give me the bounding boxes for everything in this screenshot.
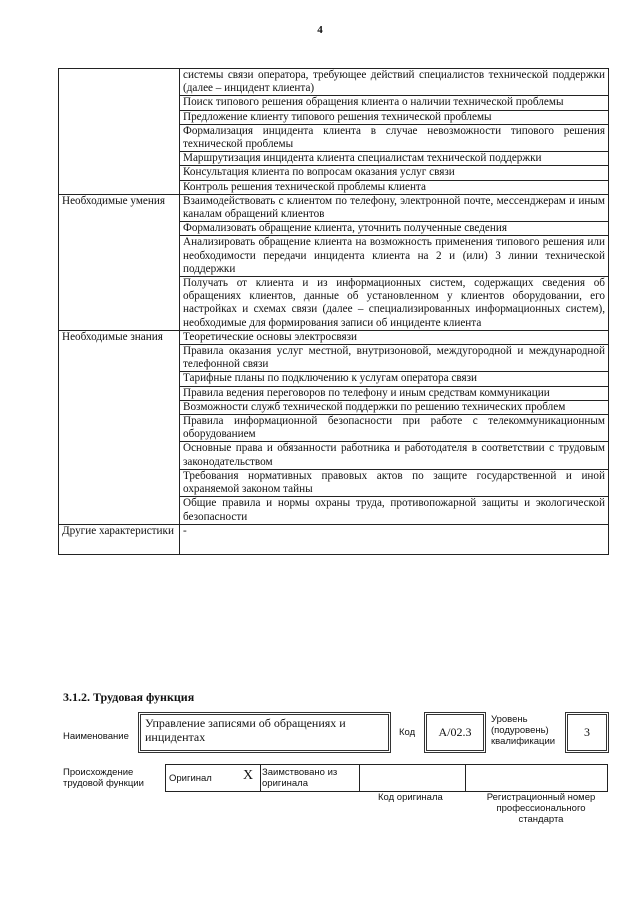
row-item: Маршрутизация инцидента клиента специалистам технической поддержки: [180, 152, 609, 166]
page-number: 4: [317, 24, 323, 36]
table-row: [59, 194, 609, 221]
row-item: Формализация инцидента клиента в случае невозможности типового решения технической проблемы: [180, 124, 609, 151]
row-label: [59, 69, 180, 195]
row-item: Основные права и обязанности работника и работодателя в соответствии с трудовым законодательством: [180, 442, 609, 469]
row-label: Необходимые знания: [59, 330, 180, 524]
row-item: Получать от клиента и из информационных систем, содержащих сведения об обращениях клиентов, данные об установленном у клиентов оборудовании, его настройках и схемах связи (далее – специализированных информационных систем), необходимые для формирования записи об инциденте клиента: [180, 277, 609, 331]
row-label: Другие характеристики: [59, 524, 180, 554]
row-item: Возможности служб технической поддержки по решению технических проблем: [180, 400, 609, 414]
table-row: [59, 330, 609, 344]
code-box: [424, 712, 486, 753]
row-item: Предложение клиенту типового решения технической проблемы: [180, 110, 609, 124]
level-label: Уровень (подуровень) квалификации: [491, 714, 556, 747]
level-box: [565, 712, 609, 753]
row-item: Контроль решения технической проблемы клиента: [180, 180, 609, 194]
code-original-label: Код оригинала: [378, 792, 443, 803]
row-item: Формализовать обращение клиента, уточнить полученные сведения: [180, 222, 609, 236]
borrowed-label: Заимствовано из оригинала: [262, 767, 338, 789]
origin-grid: [165, 764, 608, 792]
row-item: системы связи оператора, требующее действий специалистов технической поддержки (далее – инцидент клиента): [180, 69, 609, 96]
row-item: Правила ведения переговоров по телефону и иным средствам коммуникации: [180, 386, 609, 400]
row-item: Теоретические основы электросвязи: [180, 330, 609, 344]
original-mark: X: [243, 768, 254, 783]
table-row: [59, 524, 609, 554]
competency-table: [58, 68, 609, 555]
row-item: Требования нормативных правовых актов по защите государственной и иной охраняемой законом тайны: [180, 469, 609, 496]
reg-number-label: Регистрационный номер профессионального стандарта: [486, 792, 596, 825]
level-value: 3: [584, 725, 590, 739]
row-item: Тарифные планы по подключению к услугам оператора связи: [180, 372, 609, 386]
row-item: Взаимодействовать с клиентом по телефону, электронной почте, мессенджерам и иным каналам обращений клиентов: [180, 194, 609, 221]
code-label: Код: [399, 727, 416, 738]
row-item: Поиск типового решения обращения клиента о наличии технической проблемы: [180, 96, 609, 110]
code-value: A/02.3: [438, 725, 472, 739]
row-label: Необходимые умения: [59, 194, 180, 330]
row-item: Общие правила и нормы охраны труда, противопожарной защиты и экологической безопасности: [180, 497, 609, 524]
row-item: Анализировать обращение клиента на возможность применения типового решения или необходимости передачи инцидента клиента на 2 и (или) 3 линии технической поддержки: [180, 236, 609, 277]
name-value: Управление записями об обращениях и инцидентах: [145, 716, 346, 744]
section-heading: 3.1.2. Трудовая функция: [63, 690, 195, 704]
row-item: -: [180, 524, 609, 554]
row-item: Правила информационной безопасности при работе с телекоммуникационным оборудованием: [180, 415, 609, 442]
origin-label: Происхождение трудовой функции: [63, 767, 144, 789]
name-box: [138, 712, 391, 753]
row-item: Консультация клиента по вопросам оказания услуг связи: [180, 166, 609, 180]
name-label: Наименование: [63, 731, 129, 742]
original-label: Оригинал: [169, 773, 212, 784]
table-row: [59, 69, 609, 96]
row-item: Правила оказания услуг местной, внутризоновой, междугородной и международной телефонной связи: [180, 345, 609, 372]
